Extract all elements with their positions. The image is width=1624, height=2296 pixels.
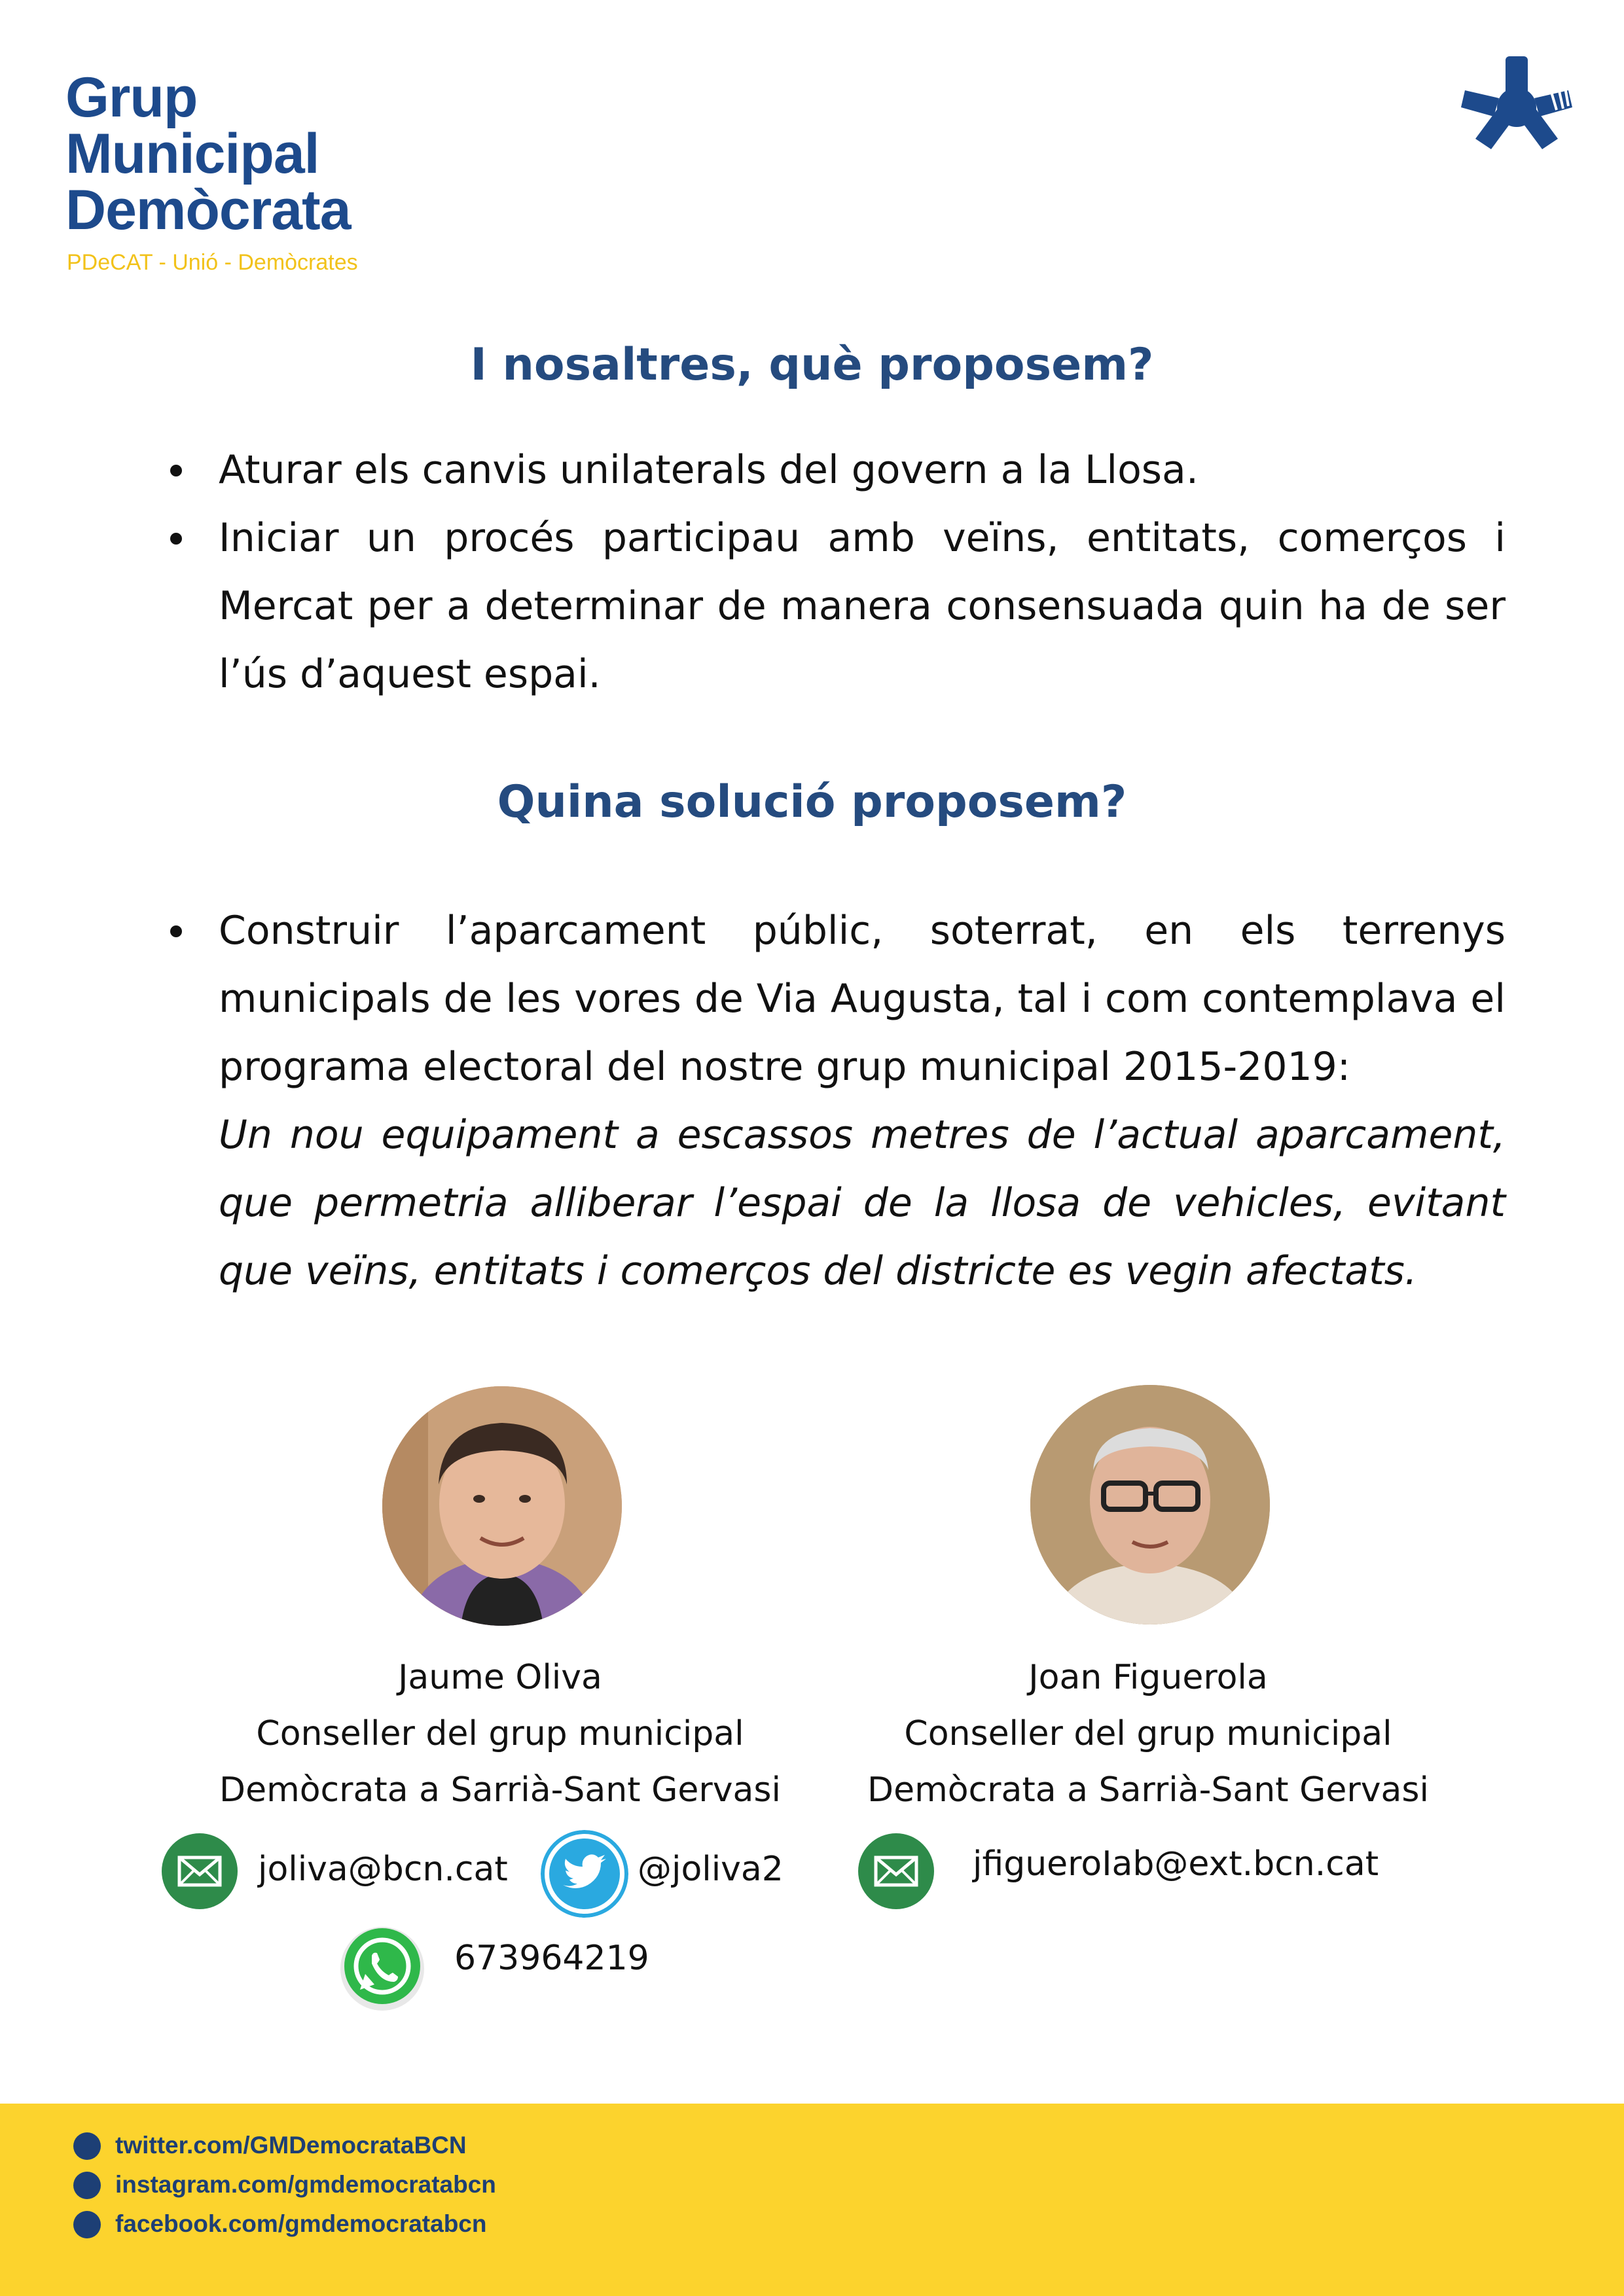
twitter-icon	[541, 1830, 628, 1918]
phone-number[interactable]: 673964219	[454, 1939, 649, 1978]
logo-line-2: Municipal	[65, 122, 319, 185]
section1-list	[164, 436, 1506, 708]
person-name: Joan Figuerola	[1028, 1658, 1268, 1697]
person-role: Conseller del grup municipal	[904, 1714, 1392, 1753]
footer-instagram-link[interactable]: instagram.com/gmdemocratabcn	[115, 2171, 496, 2198]
email-link[interactable]: jfigueroIab@ext.bcn.cat	[973, 1844, 1379, 1884]
proposal-quote: Un nou equipament a escassos metres de l’actual aparcament, que permetria alliberar l’espai de la llosa de vehicles, evitant que veïns, entitats i comerços del districte es vegin afectats.	[219, 1112, 1506, 1294]
logo-subtitle: PDeCAT - Unió - Demòcrates	[67, 250, 358, 275]
twitter-handle-link[interactable]: @joliva2	[638, 1850, 784, 1889]
twitter-icon	[73, 2132, 101, 2160]
proposal-text: Construir l’aparcament públic, soterrat, en els terrenys municipals de les vores de Via Augusta, tal i com contemplava el programa electoral del nostre grup municipal 2015-2019:	[219, 908, 1506, 1090]
list-item: Iniciar un procés participau amb veïns, entitats, comerços i Mercat per a determinar de manera consensuada quin ha de ser l’ús d’aquest espai.	[164, 504, 1506, 708]
section2-list	[164, 897, 1506, 1305]
logo-line-1: Grup	[65, 66, 198, 129]
footer-twitter-link[interactable]: twitter.com/GMDemocrataBCN	[115, 2132, 467, 2159]
avatar-joan-figuerola	[1030, 1385, 1270, 1624]
footer-facebook-link[interactable]: facebook.com/gmdemocratabcn	[115, 2210, 487, 2237]
person-role: Conseller del grup municipal	[256, 1714, 744, 1753]
section2-heading: Quina solució proposem?	[497, 776, 1127, 828]
person-name: Jaume Oliva	[398, 1658, 602, 1697]
email-link[interactable]: joliva@bcn.cat	[258, 1850, 508, 1889]
facebook-icon	[73, 2211, 101, 2238]
logo-line-3: Demòcrata	[65, 179, 351, 242]
section1-heading: I nosaltres, què proposem?	[470, 339, 1154, 391]
instagram-icon	[73, 2172, 101, 2199]
list-item	[164, 897, 1506, 1305]
whatsapp-icon	[336, 1922, 428, 2013]
person-role: Demòcrata a Sarrià-Sant Gervasi	[867, 1770, 1429, 1810]
email-icon	[857, 1833, 935, 1910]
email-icon	[161, 1833, 238, 1910]
asterisk-logo-icon	[1461, 56, 1574, 153]
person-role: Demòcrata a Sarrià-Sant Gervasi	[219, 1770, 781, 1810]
avatar-jaume-oliva	[382, 1386, 622, 1626]
list-item: Aturar els canvis unilaterals del govern a la Llosa.	[164, 436, 1506, 504]
footer-bar	[0, 2104, 1624, 2296]
